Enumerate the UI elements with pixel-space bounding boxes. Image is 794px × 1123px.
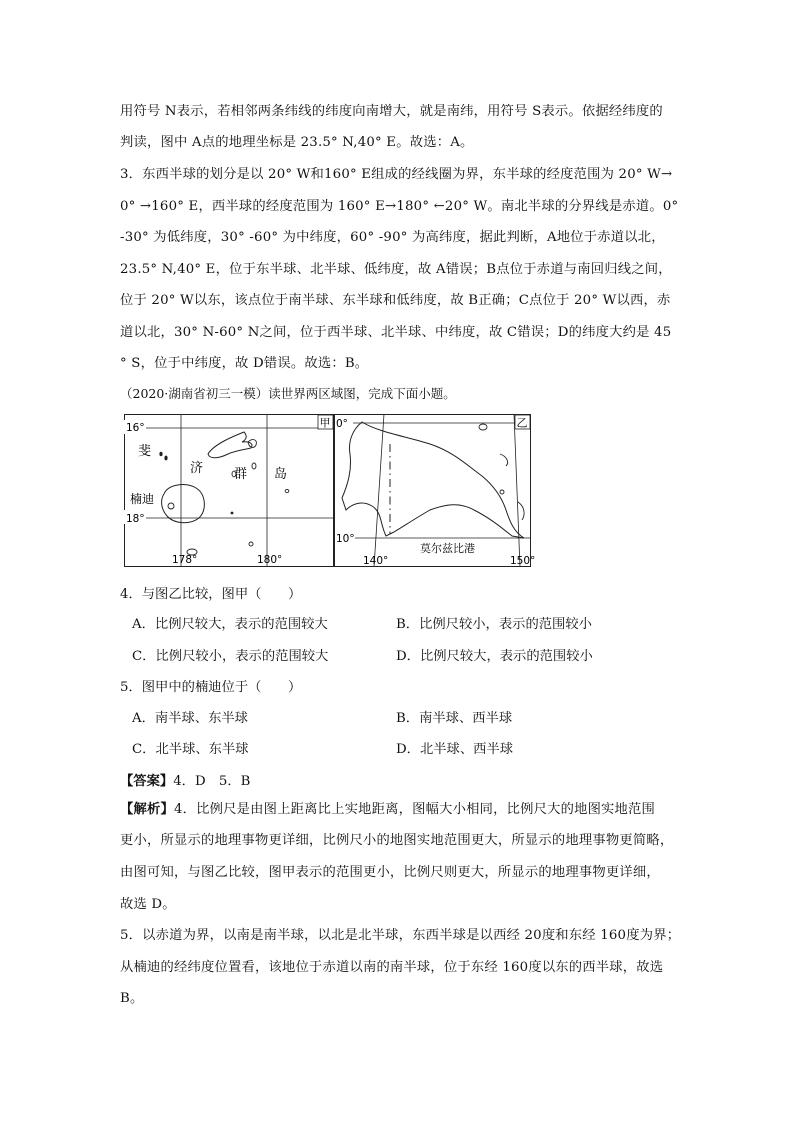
label-port-moresby: 莫尔兹比港 [420,542,475,555]
source-line: （2020·湖南省初三一模）读世界两区域图，完成下面小题。 [120,386,456,401]
q5-option-c: C．北半球、东半球 [132,742,249,757]
lat-label-mid: 18° [126,513,145,525]
answer-text: 4．D 5．B [173,774,251,789]
text-line: ° S，位于中纬度，故 D错误。故选：B。 [120,356,369,371]
q4-option-a: A．比例尺较大，表示的范围较大 [132,617,328,632]
q5-option-a: A．南半球、东半球 [132,711,248,726]
map-tag: 甲 [319,416,331,430]
analysis-line: 故选 D。 [120,897,176,912]
analysis-text: 4．比例尺是由图上距离比上实地距离，图幅大小相同，比例尺大的地图实地范围 [174,802,656,817]
lat-label-top: 0° [336,418,348,430]
q4-option-d: D．比例尺较大，表示的范围较小 [396,649,593,664]
analysis-line [120,794,680,826]
analysis-line: 从楠迪的经纬度位置看，该地位于赤道以南的南半球，位于东经 160度以东的西半球，故选 [120,960,664,975]
q5-option-d: D．北半球、西半球 [396,742,514,757]
analysis-line: 由图可知，与图乙比较，图甲表示的范围更小，比例尺则更大，所显示的地理事物更详细， [120,865,660,880]
map-jia [124,414,334,567]
analysis-line: 更小，所显示的地理事物更详细，比例尺小的地图实地范围更大，所显示的地理事物更简略， [120,833,674,848]
answer-label: 【答案】 [120,774,174,789]
label-nandi: 楠迪 [130,492,155,506]
lon-label-right: 180° [257,554,283,566]
text-line: 道以北，30° N-60° N之间，位于西半球、北半球、中纬度，故 C错误；D的纬度大约是 45 [120,325,672,340]
text-line: 位于 20° W以东，该点位于南半球、东半球和低纬度，故 B正确；C点位于 20° W以西，赤 [120,293,671,308]
q4-option-b: B．比例尺较小，表示的范围较小 [396,617,592,632]
text-line: -30° 为低纬度，30° -60° 为中纬度，60° -90° 为高纬度，据此判断，A地位于赤道以北， [120,230,665,245]
text-line: 判读，图中 A点的地理坐标是 23.5° N,40° E。故选：A。 [120,135,474,150]
lon-label-left: 178° [172,554,198,566]
question-5-stem: 5．图甲中的楠迪位于（ ） [120,680,302,695]
text-line: 用符号 N表示，若相邻两条纬线的纬度向南增大，就是南纬，用符号 S表示。依据经纬度的 [120,104,663,119]
answer-line [120,770,680,789]
lon-label-left: 140° [363,555,389,567]
label-dao: 岛 [274,467,288,482]
map-yi [334,414,536,567]
text-line: 0° →160° E，西半球的经度范围为 160° E→180° ←20° W。南北半球的分界线是赤道。0° [120,199,679,214]
analysis-line: B。 [120,991,144,1006]
map-tag: 乙 [516,416,528,430]
lat-label-bottom: 10° [336,533,355,545]
label-fei: 斐 [138,444,152,459]
analysis-label: 【解析】 [120,802,174,817]
lat-label-top: 16° [126,422,145,434]
label-ji: 济 [190,461,204,476]
question-4-stem: 4．与图乙比较，图甲（ ） [120,587,302,602]
q5-option-b: B．南半球、西半球 [396,711,513,726]
text-line: 3．东西半球的划分是以 20° W和160° E组成的经线圈为界，东半球的经度范围为 20° W→ [120,167,673,182]
q4-option-c: C．比例尺较小，表示的范围较大 [132,649,329,664]
label-qun: 群 [234,467,248,482]
text-line: 23.5° N,40° E，位于东半球、北半球、低纬度，故 A错误；B点位于赤道与南回归线之间， [120,262,672,277]
lon-label-right: 150° [510,555,536,567]
analysis-line: 5．以赤道为界，以南是南半球，以北是北半球，东西半球是以西经 20度和东经 160度为界； [120,928,681,943]
